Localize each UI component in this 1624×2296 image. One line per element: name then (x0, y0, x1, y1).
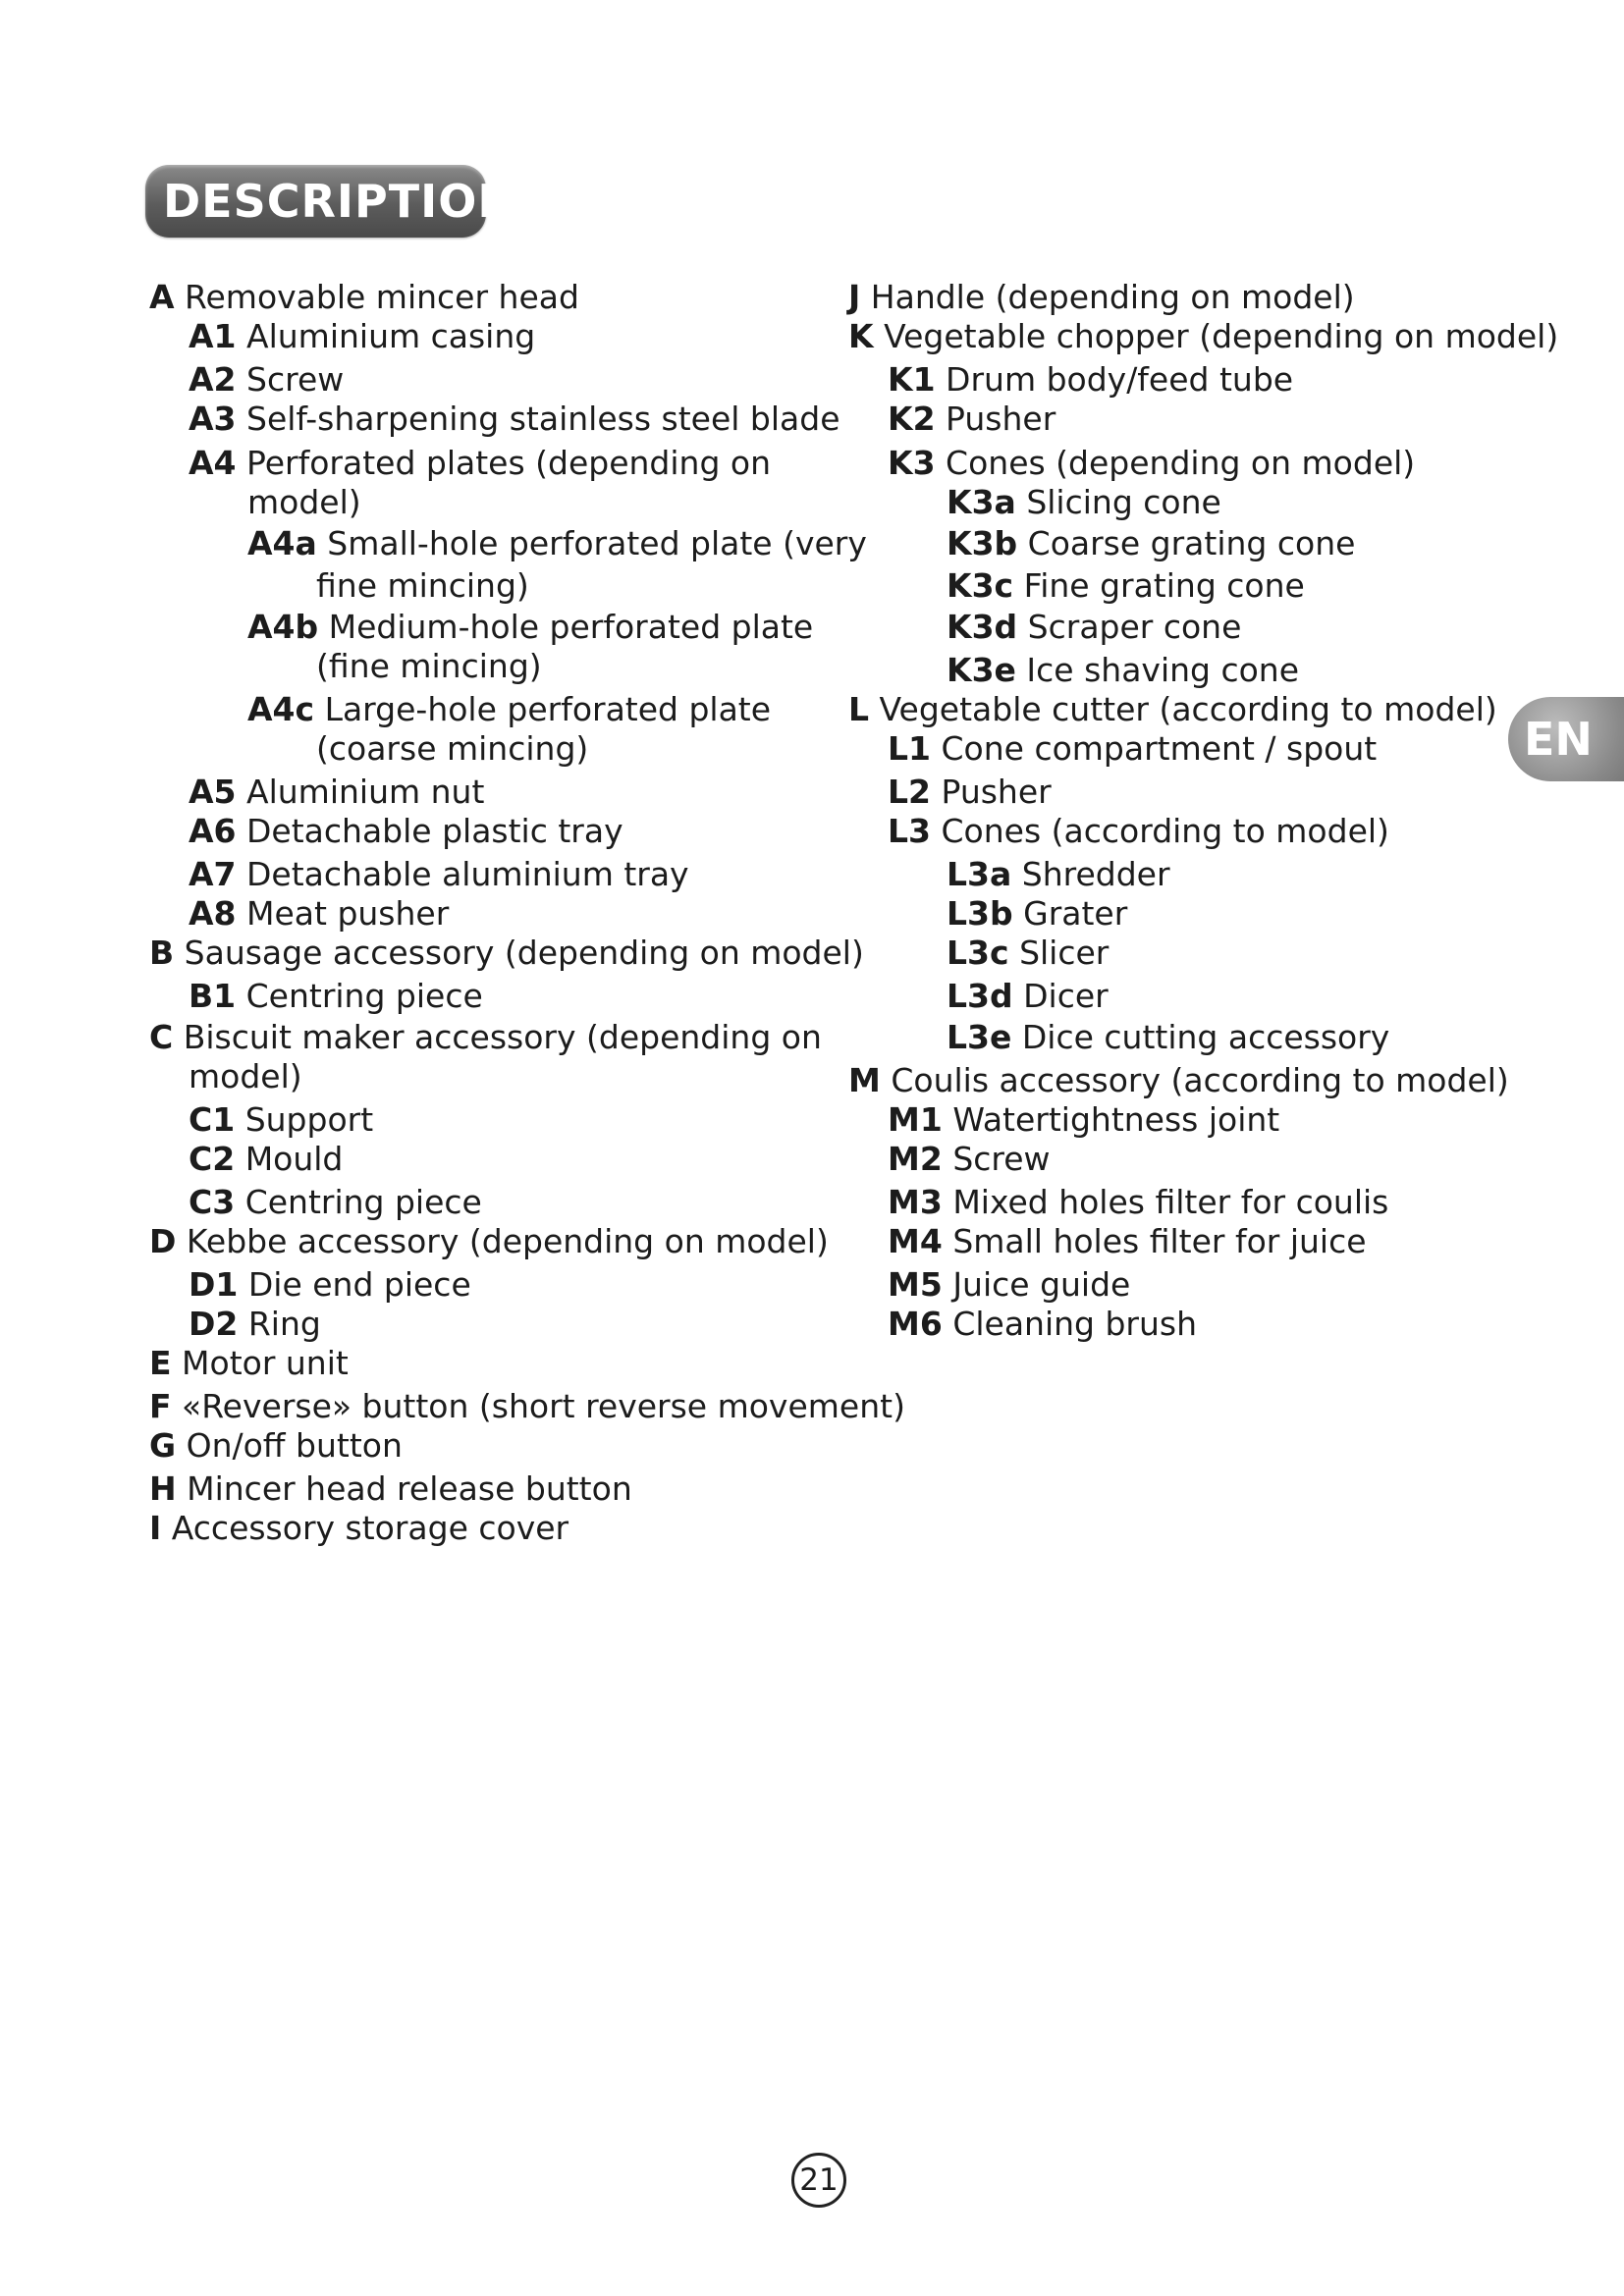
list-item (189, 400, 840, 438)
list-item (189, 812, 623, 850)
item-text: Pusher (941, 773, 1052, 811)
item-text: Perforated plates (depending on (246, 444, 772, 482)
page-number (791, 2153, 846, 2208)
item-code: J (848, 278, 861, 316)
item-text: Medium-hole perforated plate (328, 608, 814, 646)
item-text: Accessory storage cover (171, 1509, 569, 1547)
item-code: I (149, 1509, 162, 1547)
item-code: F (149, 1387, 172, 1425)
list-item (888, 1140, 1051, 1178)
item-text: Large-hole perforated plate (324, 690, 772, 728)
language-label: EN (1524, 713, 1593, 766)
list-item (247, 690, 772, 728)
item-text: Grater (1023, 894, 1128, 933)
item-text: Meat pusher (246, 894, 450, 933)
item-code: D (149, 1222, 177, 1260)
item-text: Drum body/feed tube (946, 360, 1294, 399)
item-code: K3b (947, 524, 1018, 562)
list-item (189, 1265, 471, 1304)
item-text: Kebbe accessory (depending on model) (186, 1222, 829, 1260)
item-text: Small-hole perforated plate (very (327, 524, 867, 562)
list-item (189, 1305, 321, 1343)
list-item (189, 773, 485, 811)
item-code: M4 (888, 1222, 943, 1260)
item-code: K2 (888, 400, 936, 438)
item-code: C2 (189, 1140, 236, 1178)
item-text: Sausage accessory (depending on model) (184, 934, 864, 972)
list-item (947, 651, 1300, 689)
item-text: Scraper cone (1027, 608, 1242, 646)
item-text: Coulis accessory (according to model) (891, 1061, 1509, 1099)
list-item (888, 1265, 1131, 1304)
item-text: Screw (952, 1140, 1051, 1178)
item-text: Mixed holes filter for coulis (952, 1183, 1389, 1221)
item-code: K3d (947, 608, 1018, 646)
item-code: D2 (189, 1305, 239, 1343)
item-text: (fine mincing) (316, 647, 542, 685)
item-code: K3 (888, 444, 936, 482)
list-item (947, 483, 1221, 521)
item-code: K3e (947, 651, 1016, 689)
list-item (316, 647, 542, 685)
list-item (189, 894, 450, 933)
item-text: Coarse grating cone (1027, 524, 1356, 562)
item-code: K3a (947, 483, 1016, 521)
list-item (888, 812, 1389, 850)
list-item (888, 400, 1056, 438)
item-text: Motor unit (182, 1344, 349, 1382)
item-code: M (848, 1061, 881, 1099)
item-code: A4c (247, 690, 315, 728)
item-code: L3c (947, 934, 1009, 972)
list-item (947, 894, 1128, 933)
item-text: Slicer (1019, 934, 1110, 972)
list-item (189, 317, 536, 355)
list-item (189, 855, 689, 893)
item-text: Removable mincer head (185, 278, 579, 316)
list-item (189, 1100, 374, 1139)
item-text: Small holes filter for juice (952, 1222, 1367, 1260)
list-item (247, 608, 814, 646)
list-item (947, 855, 1170, 893)
item-code: C3 (189, 1183, 236, 1221)
item-text: Watertightness joint (952, 1100, 1280, 1139)
section-title-badge (145, 165, 516, 238)
item-code: A4a (247, 524, 317, 562)
list-item (888, 729, 1378, 768)
item-text: Ring (247, 1305, 321, 1343)
list-item (189, 977, 483, 1015)
list-item (247, 524, 867, 562)
item-code: A4b (247, 608, 319, 646)
item-code: A6 (189, 812, 237, 850)
item-text: fine mincing) (316, 566, 529, 605)
list-item (316, 566, 529, 605)
item-text: Detachable plastic tray (246, 812, 623, 850)
item-code: A2 (189, 360, 237, 399)
item-text: Pusher (946, 400, 1056, 438)
item-text: Cleaning brush (952, 1305, 1198, 1343)
item-text: Centring piece (245, 977, 483, 1015)
list-item (947, 934, 1110, 972)
list-item (189, 1140, 344, 1178)
item-code: L3d (947, 977, 1013, 1015)
list-item (316, 729, 589, 768)
item-code: M3 (888, 1183, 943, 1221)
list-item (947, 524, 1356, 562)
list-item (848, 1061, 1509, 1099)
list-item (888, 1305, 1198, 1343)
list-item (189, 1183, 482, 1221)
item-text: (coarse mincing) (316, 729, 589, 768)
list-item (149, 278, 579, 316)
item-text: Fine grating cone (1023, 566, 1305, 605)
list-item (189, 444, 772, 482)
item-text: Aluminium nut (246, 773, 485, 811)
item-code: H (149, 1469, 177, 1508)
item-code: M6 (888, 1305, 943, 1343)
item-text: Die end piece (247, 1265, 471, 1304)
item-text: Handle (depending on model) (870, 278, 1355, 316)
item-code: A5 (189, 773, 237, 811)
item-text: model) (189, 1057, 302, 1095)
item-text: Cones (depending on model) (946, 444, 1416, 482)
item-code: M2 (888, 1140, 943, 1178)
list-item (848, 278, 1355, 316)
list-item (149, 1426, 403, 1465)
item-text: Dice cutting accessory (1021, 1018, 1390, 1056)
item-code: K (848, 317, 874, 355)
item-code: A3 (189, 400, 237, 438)
item-code: B (149, 934, 175, 972)
item-code: L2 (888, 773, 931, 811)
list-item (888, 773, 1052, 811)
list-item (149, 1469, 632, 1508)
page-number-text: 21 (799, 2163, 839, 2198)
item-text: Cones (according to model) (941, 812, 1389, 850)
item-text: Vegetable cutter (according to model) (879, 690, 1497, 728)
item-code: G (149, 1426, 177, 1465)
item-text: model) (247, 483, 361, 521)
item-text: Ice shaving cone (1026, 651, 1300, 689)
item-text: Shredder (1021, 855, 1170, 893)
item-code: K3c (947, 566, 1014, 605)
item-text: On/off button (186, 1426, 403, 1465)
item-text: Slicing cone (1026, 483, 1221, 521)
list-item (189, 1057, 302, 1095)
item-code: L3b (947, 894, 1013, 933)
item-text: Biscuit maker accessory (depending on (183, 1018, 822, 1056)
item-code: C1 (189, 1100, 236, 1139)
list-item (247, 483, 361, 521)
item-text: Support (244, 1100, 374, 1139)
list-item (149, 1509, 569, 1547)
list-item (947, 1018, 1390, 1056)
item-text: Juice guide (952, 1265, 1131, 1304)
section-title: DESCRIPTION (163, 175, 516, 228)
language-tab (1508, 697, 1624, 781)
list-item (888, 360, 1294, 399)
item-code: B1 (189, 977, 237, 1015)
list-item (888, 1222, 1367, 1260)
list-item (888, 1183, 1389, 1221)
item-code: K1 (888, 360, 936, 399)
item-text: Dicer (1023, 977, 1109, 1015)
item-code: A7 (189, 855, 237, 893)
item-code: L1 (888, 729, 931, 768)
item-code: E (149, 1344, 172, 1382)
item-code: M1 (888, 1100, 943, 1139)
item-text: Aluminium casing (246, 317, 536, 355)
item-code: C (149, 1018, 174, 1056)
item-text: Screw (246, 360, 345, 399)
item-text: Detachable aluminium tray (246, 855, 689, 893)
list-item (947, 566, 1305, 605)
item-code: A1 (189, 317, 237, 355)
item-code: L (848, 690, 870, 728)
item-code: D1 (189, 1265, 239, 1304)
list-item (149, 1222, 829, 1260)
item-text: Centring piece (244, 1183, 482, 1221)
list-item (149, 1018, 822, 1056)
item-code: A4 (189, 444, 237, 482)
item-text: Mould (244, 1140, 344, 1178)
item-code: A (149, 278, 175, 316)
list-item (189, 360, 345, 399)
list-item (947, 608, 1242, 646)
list-item (947, 977, 1109, 1015)
list-item (149, 1344, 349, 1382)
item-text: Mincer head release button (187, 1469, 632, 1508)
item-text: Vegetable chopper (depending on model) (884, 317, 1559, 355)
item-code: M5 (888, 1265, 943, 1304)
item-text: Cone compartment / spout (941, 729, 1378, 768)
list-item (149, 1387, 905, 1425)
item-code: L3a (947, 855, 1012, 893)
item-text: Self-sharpening stainless steel blade (246, 400, 840, 438)
item-code: A8 (189, 894, 237, 933)
item-code: L3e (947, 1018, 1012, 1056)
list-item (149, 934, 864, 972)
list-item (888, 1100, 1280, 1139)
item-text: «Reverse» button (short reverse movement) (182, 1387, 905, 1425)
list-item (848, 317, 1559, 355)
list-item (888, 444, 1416, 482)
item-code: L3 (888, 812, 931, 850)
list-item (848, 690, 1497, 728)
